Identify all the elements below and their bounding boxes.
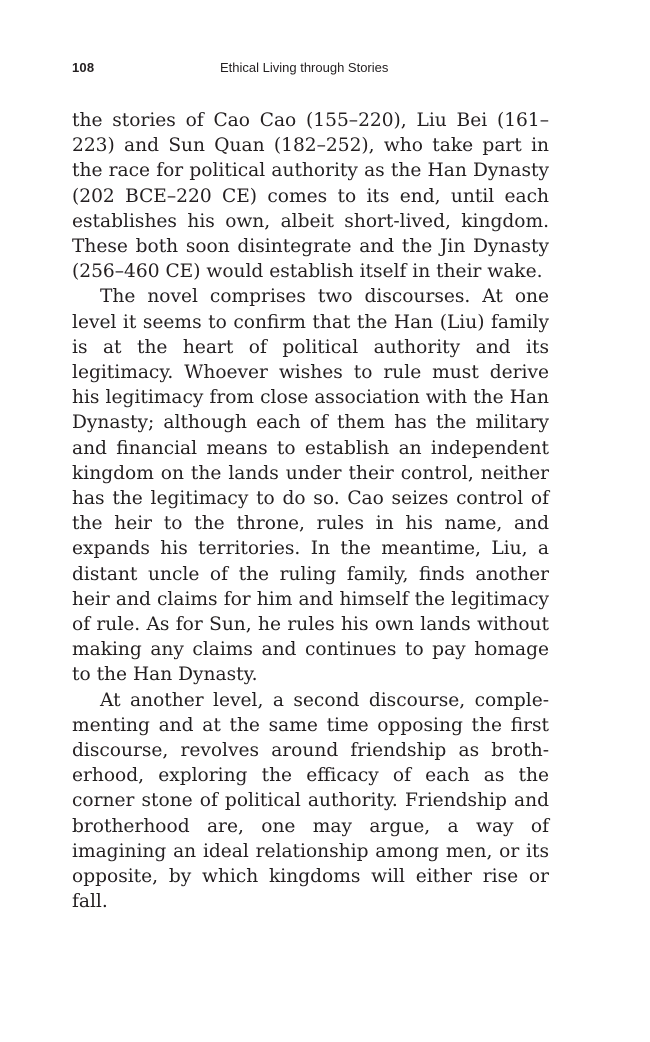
running-head [72,60,547,80]
paragraph-second-discourse: At another level, a second discourse, complementing and at the same time opposing the first discourse, revolves around friendship as brotherhood, exploring the efficacy of each as the corner stone of political authority. Friendship and brotherhood are, one may argue, a way of imagining an ideal relationship among men, or its opposite, by which kingdoms will either rise or fall. [72,689,549,913]
running-title: Ethical Living through Stories [220,60,389,75]
paragraph-two-discourses: The novel comprises two discourses. At one level it seems to confirm that the Han (Liu) family is at the heart of political authority and its legitimacy. Whoever wishes to rule must derive his legitimacy from close association with the Han Dynasty; although each of them has the military and financial means to establish an independent kingdom on the lands under their control, neither has the legitimacy to do so. Cao seizes control of the heir to the throne, rules in his name, and expands his territories. In the meantime, Liu, a distant uncle of the ruling family, finds another heir and claims for him and himself the legitimacy of rule. As for Sun, he rules his own lands without making any claims and continues to pay homage to the Han Dynasty. [72,286,549,686]
body-text [72,108,549,915]
page-number: 108 [72,60,95,75]
paragraph-continued: the stories of Cao Cao (155–220), Liu Bei (161–223) and Sun Quan (182–252), who take part in the race for political authority as the Han Dynasty (202 BCE–220 CE) comes to its end, until each establishes his own, albeit short-lived, kingdom. These both soon disintegrate and the Jin Dynasty (256–460 CE) would establish itself in their wake. [72,110,549,283]
